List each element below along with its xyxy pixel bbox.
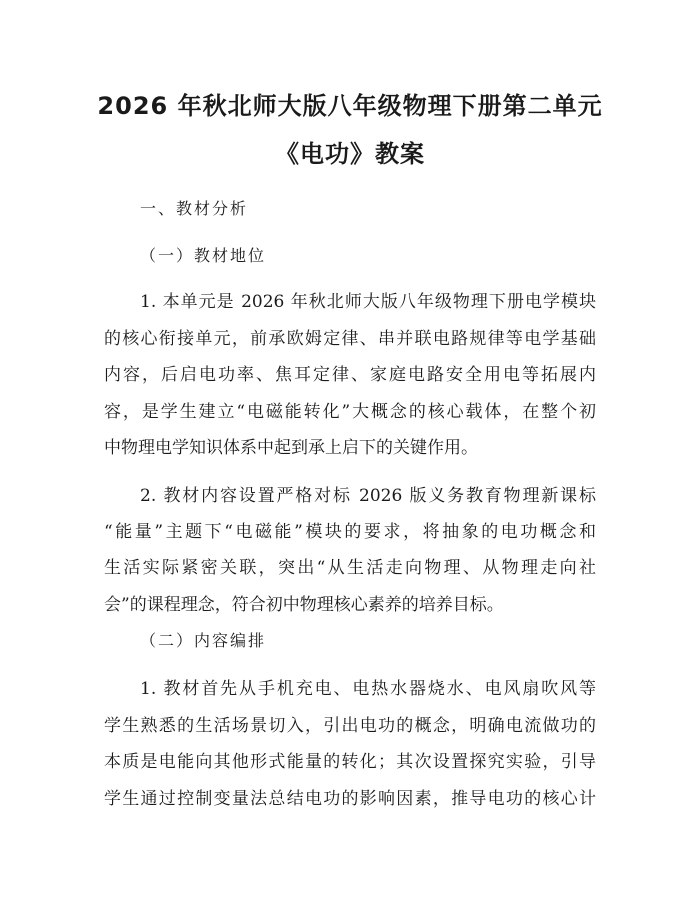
paragraph-3-line: 1. 教材首先从手机充电、电热水器烧水、电风扇吹风等	[140, 679, 596, 699]
document-title-line1: 2026 年秋北师大版八年级物理下册第二单元	[97, 92, 603, 120]
paragraph-3-line: 学生通过控制变量法总结电功的影响因素，推导电功的核心计	[104, 789, 596, 809]
paragraph-2-line: 2. 教材内容设置严格对标 2026 版义务教育物理新课标	[140, 486, 596, 506]
section-heading-textbook-analysis: 一、教材分析	[140, 199, 249, 218]
subsection-heading-content-arrangement: （二）内容编排	[140, 631, 267, 650]
paragraph-2-line: “能量”主题下“电磁能”模块的要求，将抽象的电功概念和	[104, 522, 596, 542]
document-title-line2: 《电功》教案	[275, 140, 425, 168]
subsection-heading-textbook-position: （一）教材地位	[140, 246, 267, 265]
paragraph-1-line: 的核心衔接单元，前承欧姆定律、串并联电路规律等电学基础	[104, 329, 596, 349]
paragraph-3-line: 本质是电能向其他形式能量的转化；其次设置探究实验，引导	[104, 752, 596, 772]
paragraph-3-line: 学生熟悉的生活场景切入，引出电功的概念，明确电流做功的	[104, 716, 596, 736]
paragraph-2-line: 生活实际紧密关联，突出“从生活走向物理、从物理走向社	[104, 558, 596, 578]
paragraph-1-line: 容，是学生建立“电磁能转化”大概念的核心载体，在整个初	[104, 402, 596, 422]
paragraph-1-line: 中物理电学知识体系中起到承上启下的关键作用。	[104, 438, 478, 458]
paragraph-1-line: 1. 本单元是 2026 年秋北师大版八年级物理下册电学模块	[140, 292, 596, 312]
paragraph-1-line: 内容，后启电功率、焦耳定律、家庭电路安全用电等拓展内	[104, 365, 596, 385]
paragraph-2-line: 会”的课程理念，符合初中物理核心素养的培养目标。	[104, 595, 504, 615]
